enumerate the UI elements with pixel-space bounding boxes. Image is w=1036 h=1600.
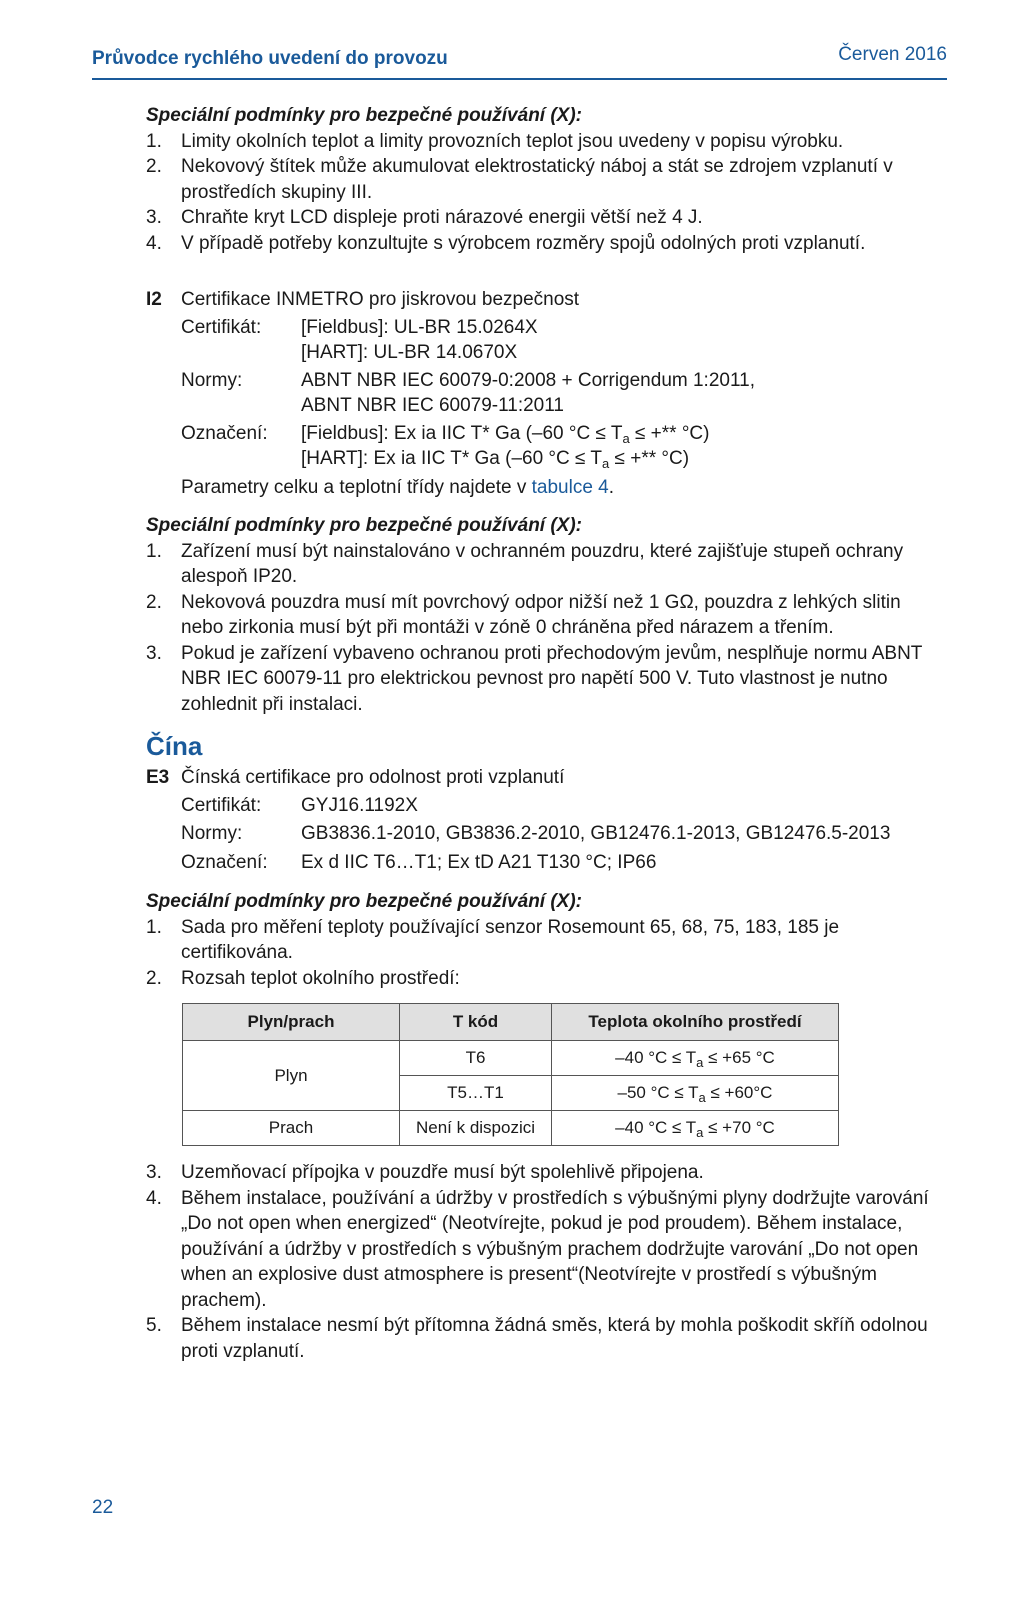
special-conditions-heading: Speciální podmínky pro bezpečné používání (X): <box>146 515 583 536</box>
cert-value: GYJ16.1192X <box>301 794 418 816</box>
special-conditions-list <box>146 1160 946 1364</box>
header-date: Červen 2016 <box>838 44 947 65</box>
temperature-table <box>182 1003 839 1146</box>
list-item: 3. Chraňte kryt LCD displeje proti nárazové energii větší než 4 J. <box>146 207 703 228</box>
table-cell: Plyn <box>183 1041 400 1111</box>
list-item: 1. Limity okolních teplot a limity provozních teplot jsou uvedeny v popisu výrobku. <box>146 130 844 152</box>
table-4-link[interactable]: tabulce 4 <box>531 476 609 498</box>
page-number: 22 <box>92 1497 114 1518</box>
list-item: 4. Během instalace, používání a údržby v prostředích s výbušnými plyny dodržujte varování „Do not open when energized“ (Neotvírejte, pokud je pod proudem). Během instalace, používání a údržby v prostředích s výbušným prachem dodržujte varování „Do not open when an explosive dust atmosphere is present“(Neotvírejte v prostředí s výbušným prachem). <box>146 1187 929 1311</box>
special-conditions-list <box>146 915 946 992</box>
table-row <box>183 1041 839 1076</box>
cert-label: Certifikát: <box>181 794 262 816</box>
list-item: 3. Pokud je zařízení vybaveno ochranou proti přechodovým jevům, nesplňuje normu ABNT NBR IEC 60079-11 pro elektrickou pevnost pro napětí 500 V. Tuto vlastnost je nutno zohlednit při instalaci. <box>146 642 923 715</box>
norms-label: Normy: <box>181 369 243 391</box>
cert-block-e3 <box>146 765 946 875</box>
special-conditions-list <box>146 539 946 718</box>
header-title: Průvodce rychlého uvedení do provozu <box>92 48 448 69</box>
cert-title: Čínská certifikace pro odolnost proti vzplanutí <box>181 767 565 788</box>
header-rule <box>92 78 947 80</box>
norms-value: ABNT NBR IEC 60079-0:2008 + Corrigendum 1:2011, <box>301 369 755 391</box>
marking-label: Označení: <box>181 422 268 444</box>
page-content <box>146 103 946 1364</box>
cert-value: [Fieldbus]: UL-BR 15.0264X <box>301 316 538 338</box>
cert-label: Certifikát: <box>181 316 262 338</box>
cert-block-i2 <box>146 287 946 500</box>
list-item: 1. Sada pro měření teploty používající senzor Rosemount 65, 68, 75, 183, 185 je certifikována. <box>146 916 840 963</box>
table-cell: T5…T1 <box>400 1076 552 1111</box>
special-conditions-heading: Speciální podmínky pro bezpečné používání (X): <box>146 105 583 126</box>
table-cell: T6 <box>400 1041 552 1076</box>
special-conditions-list <box>146 129 946 257</box>
cert-code: I2 <box>146 289 162 310</box>
table-cell: –50 $^\circ C \le T_a \le +60^\circ C$ <box>552 1076 839 1111</box>
table-header: Plyn/prach <box>183 1004 400 1041</box>
list-item: 2. Nekovová pouzdra musí mít povrchový odpor nižší než 1 GΩ, pouzdra z lehkých slitin nebo zirkonia musí být při montáži v zóně 0 chráněna před nárazem a třením. <box>146 591 901 638</box>
table-row <box>183 1111 839 1146</box>
list-item: 1. Zařízení musí být nainstalováno v ochranném pouzdru, které zajišťuje stupeň ochrany alespoň IP20. <box>146 540 904 587</box>
list-item: 2. Nekovový štítek může akumulovat elektrostatický náboj a stát se zdrojem vzplanutí v prostředích skupiny III. <box>146 156 893 203</box>
norms-label: Normy: <box>181 823 243 844</box>
list-item: 2. Rozsah teplot okolního prostředí: <box>146 967 460 989</box>
list-item: 5. Během instalace nesmí být přítomna žádná směs, která by mohla poškodit skříň odolnou proti vzplanutí. <box>146 1315 928 1362</box>
marking-label: Označení: <box>181 851 268 873</box>
table-cell: –40 $^\circ C \le T_a \le +70$ °C <box>552 1111 839 1146</box>
cert-title: Certifikace INMETRO pro jiskrovou bezpečnost <box>181 289 580 310</box>
table-header: Teplota okolního prostředí <box>552 1004 839 1041</box>
list-item: 4. V případě potřeby konzultujte s výrobcem rozměry spojů odolných proti vzplanutí. <box>146 232 866 254</box>
norms-value: ABNT NBR IEC 60079-11:2011 <box>301 395 564 416</box>
table-cell: Prach <box>183 1111 400 1146</box>
table-cell: –40 $^\circ C \le T_a \le +65$ °C <box>552 1041 839 1076</box>
cert-code: E3 <box>146 767 170 788</box>
marking-value: [Fieldbus]: Ex ia IIC T* Ga (–60 $^\circ C \le T_a$ ≤ +** °C) [HART]: Ex ia IIC T* Ga (–60 $^\circ C \le T_a$ ≤ +** °C) <box>301 422 710 471</box>
params-note: Parametry celku a teplotní třídy najdete v tabulce 4. <box>181 476 615 498</box>
table-header: T kód <box>400 1004 552 1041</box>
norms-value: GB3836.1-2010, GB3836.2-2010, GB12476.1-2013, GB12476.5-2013 <box>301 823 891 844</box>
marking-value: Ex d IIC T6…T1; Ex tD A21 T130 °C; IP66 <box>301 851 657 873</box>
table-cell: Není k dispozici <box>400 1111 552 1146</box>
section-heading-china: Čína <box>146 731 203 761</box>
special-conditions-heading: Speciální podmínky pro bezpečné používání (X): <box>146 891 583 912</box>
list-item: 3. Uzemňovací přípojka v pouzdře musí být spolehlivě připojena. <box>146 1162 704 1183</box>
cert-value: [HART]: UL-BR 14.0670X <box>301 342 518 363</box>
